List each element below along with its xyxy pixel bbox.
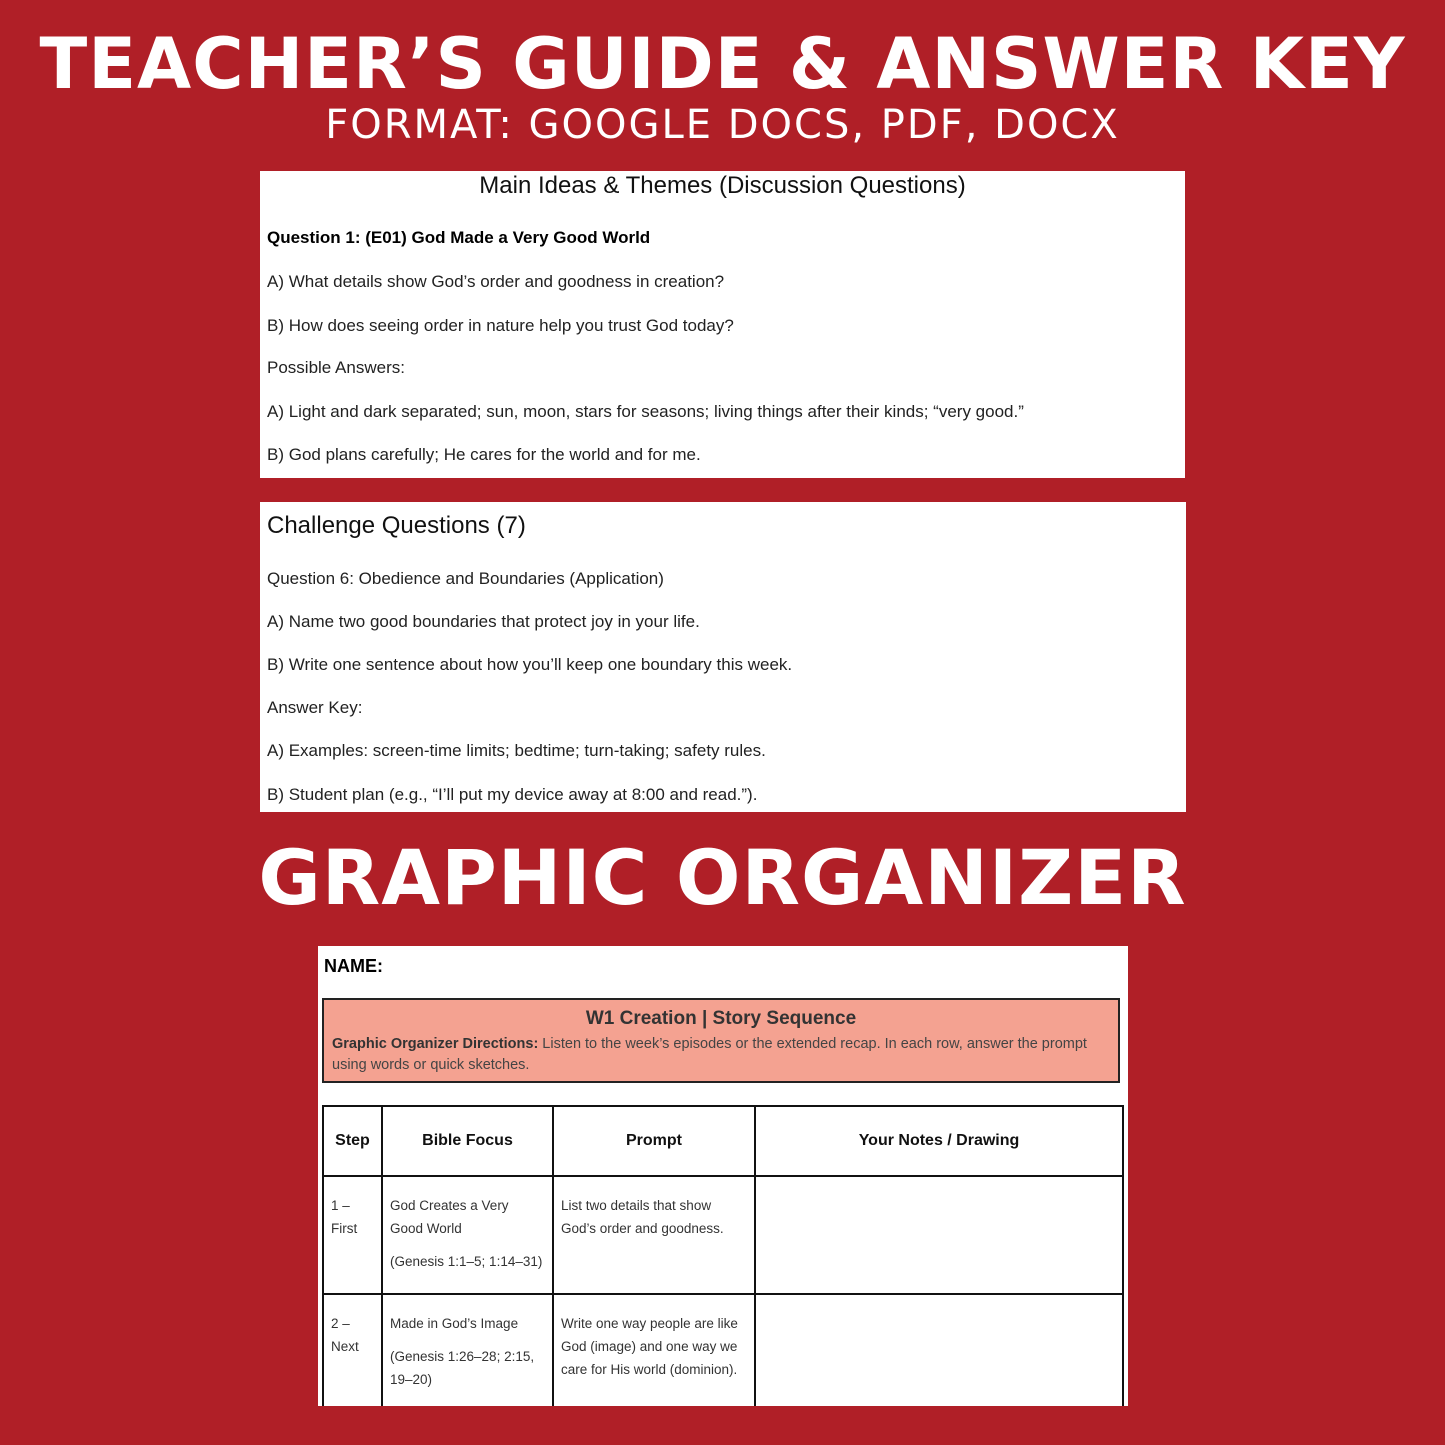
step-cell: 2 – Next [323,1294,382,1406]
name-label: NAME: [324,956,383,976]
directions-box [322,998,1120,1083]
themes-answers-label: Possible Answers: [267,358,405,377]
organizer-title: GRAPHIC ORGANIZER [258,833,1187,922]
notes-cell[interactable] [755,1176,1123,1294]
challenge-answer-b: B) Student plan (e.g., “I’ll put my device away at 8:00 and read.”). [267,785,758,804]
directions-text [332,1034,1102,1076]
prompt-cell: Write one way people are like God (image) and one way we care for His world (dominion). [553,1294,755,1406]
themes-question-a: A) What details show God’s order and goodness in creation? [267,272,725,291]
organizer-box-title: W1 Creation | Story Sequence [585,1008,857,1029]
column-header-notes: Your Notes / Drawing [755,1106,1123,1176]
scripture-reference: (Genesis 1:1–5; 1:14–31) [390,1254,543,1269]
challenge-question-b: B) Write one sentence about how you’ll keep one boundary this week. [267,655,793,674]
prompt-cell: List two details that show God’s order and goodness. [553,1176,755,1294]
themes-answer-b: B) God plans carefully; He cares for the world and for me. [267,445,701,464]
column-header-bible-focus: Bible Focus [382,1106,553,1176]
graphic-organizer-sheet [318,946,1128,1406]
story-sequence-table [322,1105,1124,1406]
themes-answer-a: A) Light and dark separated; sun, moon, stars for seasons; living things after their kinds; “very good.” [267,402,1024,421]
step-cell: 1 – First [323,1176,382,1294]
scripture-reference: (Genesis 1:26–28; 2:15, 19–20) [390,1349,535,1387]
bible-focus-cell [382,1176,553,1294]
themes-heading: Main Ideas & Themes (Discussion Questions) [479,172,966,199]
challenge-heading: Challenge Questions (7) [267,512,526,539]
bible-focus-text: Made in God’s Image [390,1316,519,1331]
table-row [323,1294,1123,1406]
notes-cell[interactable] [755,1294,1123,1406]
challenge-question-a: A) Name two good boundaries that protect joy in your life. [267,612,700,631]
challenge-question-title: Question 6: Obedience and Boundaries (Application) [267,569,664,588]
challenge-answers-label: Answer Key: [267,698,363,717]
format-subtitle: FORMAT: GOOGLE DOCS, PDF, DOCX [325,102,1120,148]
table-row [323,1176,1123,1294]
themes-question-b: B) How does seeing order in nature help you trust God today? [267,316,734,335]
challenge-answer-a: A) Examples: screen-time limits; bedtime; turn-taking; safety rules. [267,741,766,760]
column-header-step: Step [323,1106,382,1176]
guide-title: TEACHER’S GUIDE & ANSWER KEY [39,23,1406,105]
themes-question-title: Question 1: (E01) God Made a Very Good World [267,228,651,247]
directions-label: Graphic Organizer Directions: [332,1036,539,1052]
column-header-prompt: Prompt [553,1106,755,1176]
bible-focus-cell [382,1294,553,1406]
directions-body: Listen to the week’s episodes or the extended recap. In each row, answer the prompt using words or quick sketches. [332,1036,1087,1073]
bible-focus-text: God Creates a Very Good World [390,1198,509,1236]
